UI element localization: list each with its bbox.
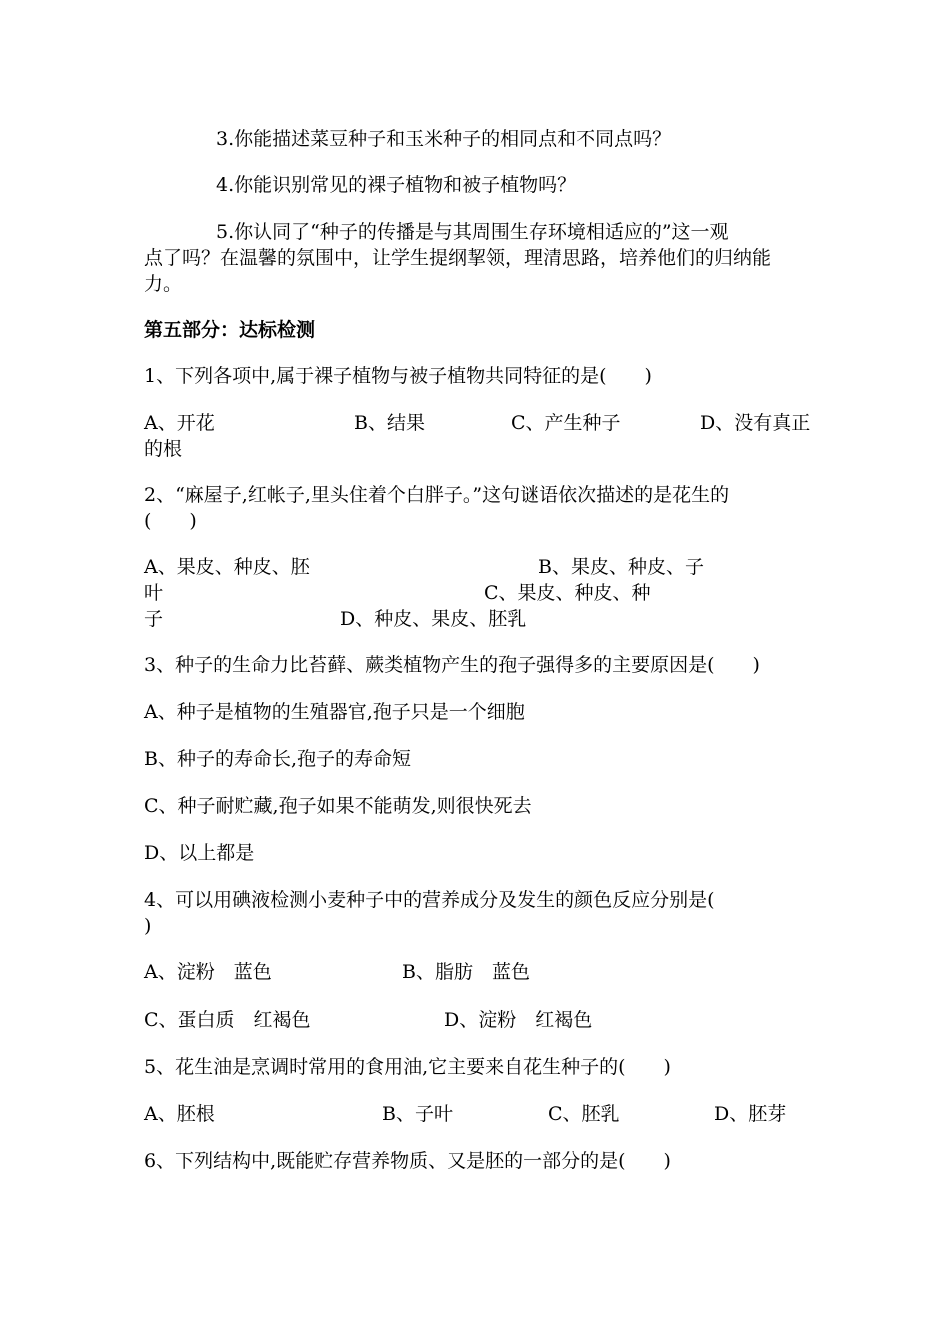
question-3-option-a: A、种子是植物的生殖器官,孢子只是一个细胞 <box>144 701 525 723</box>
intro-question-4: 4.你能识别常见的裸子植物和被子植物吗？ <box>216 174 577 196</box>
section-title: 第五部分：达标检测 <box>144 319 316 341</box>
question-4-option-a: A、淀粉 蓝色 <box>144 961 272 983</box>
question-1-option-d: D、没有真正 <box>700 412 811 434</box>
question-4-stem-line-1: 4、可以用碘液检测小麦种子中的营养成分及发生的颜色反应分别是( <box>144 889 715 911</box>
question-3-option-c: C、种子耐贮藏,孢子如果不能萌发,则很快死去 <box>144 795 532 817</box>
question-6-stem: 6、下列结构中,既能贮存营养物质、又是胚的一部分的是( ) <box>144 1150 671 1172</box>
intro-question-5-line-1: 5.你认同了“种子的传播是与其周围生存环境相适应的”这一观 <box>216 221 729 243</box>
question-5-option-d: D、胚芽 <box>714 1103 787 1125</box>
question-5-option-c: C、胚乳 <box>548 1103 620 1125</box>
question-2-stem-line-2: ( ) <box>144 510 197 532</box>
question-4-stem-line-2: ) <box>144 915 152 937</box>
question-1-option-a: A、开花 <box>144 412 215 434</box>
question-5-stem: 5、花生油是烹调时常用的食用油,它主要来自花生种子的( ) <box>144 1056 671 1078</box>
question-1-option-b: B、结果 <box>354 412 425 434</box>
question-2-option-b: B、果皮、种皮、子 <box>538 556 704 578</box>
intro-question-5-line-2: 点了吗？在温馨的氛围中，让学生提纲挈领，理清思路，培养他们的归纳能 <box>144 247 772 269</box>
question-4-option-c: C、蛋白质 红褐色 <box>144 1009 311 1031</box>
question-3-option-d: D、以上都是 <box>144 842 255 864</box>
question-2-stem-line-1: 2、“麻屋子,红帐子,里头住着个白胖子。”这句谜语依次描述的是花生的 <box>144 484 730 506</box>
question-3-option-b: B、种子的寿命长,孢子的寿命短 <box>144 748 412 770</box>
question-1-stem: 1、下列各项中,属于裸子植物与被子植物共同特征的是( ) <box>144 365 652 387</box>
question-2-option-b-continued: 叶 <box>144 582 164 604</box>
question-2-option-c: C、果皮、种皮、种 <box>484 582 651 604</box>
question-4-option-b: B、脂肪 蓝色 <box>402 961 530 983</box>
question-4-option-d: D、淀粉 红褐色 <box>444 1009 593 1031</box>
question-3-stem: 3、种子的生命力比苔藓、蕨类植物产生的孢子强得多的主要原因是( ) <box>144 654 760 676</box>
question-2-option-c-continued: 子 <box>144 608 164 630</box>
question-5-option-a: A、胚根 <box>144 1103 215 1125</box>
question-5-option-b: B、子叶 <box>382 1103 453 1125</box>
question-1-option-c: C、产生种子 <box>511 412 621 434</box>
question-1-option-d-continued: 的根 <box>144 438 183 460</box>
question-2-option-d: D、种皮、果皮、胚乳 <box>340 608 527 630</box>
question-2-option-a: A、果皮、种皮、胚 <box>144 556 310 578</box>
intro-question-5-line-3: 力。 <box>144 273 183 295</box>
intro-question-3: 3.你能描述菜豆种子和玉米种子的相同点和不同点吗？ <box>216 128 672 150</box>
